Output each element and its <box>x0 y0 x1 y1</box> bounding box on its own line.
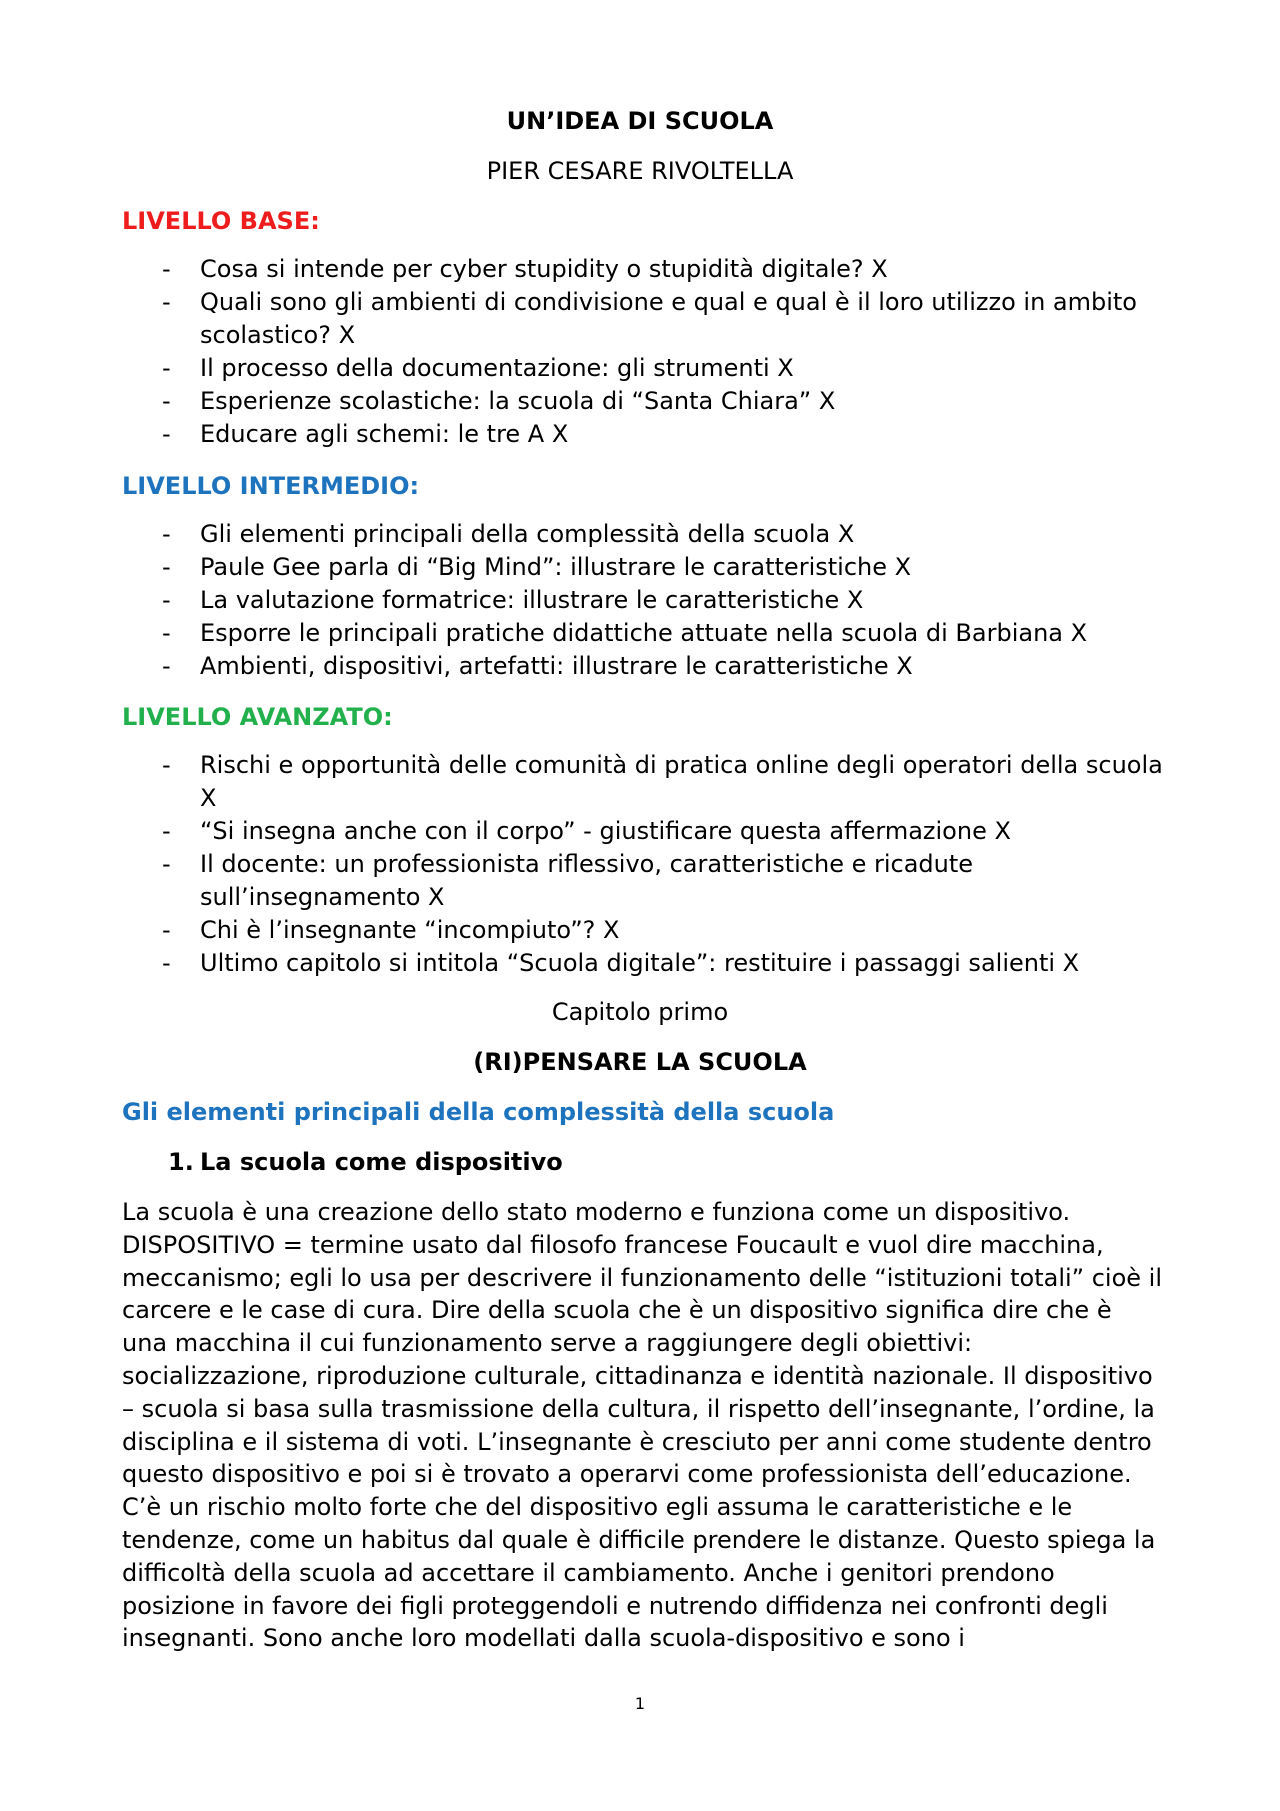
body-paragraph: La scuola è una creazione dello stato moderno e funziona come un dispositivo. DISPOSITIVO = termine usato dal filosofo francese Foucault e vuol dire macchina, meccanismo; egli lo usa per descrivere il funzionamento delle “istituzioni totali” cioè il carcere e le case di cura. Dire della scuola che è un dispositivo significa dire che è una macchina il cui funzionamento serve a raggiungere degli obiettivi: socializzazione, riproduzione culturale, cittadinanza e identità nazionale. Il dispositivo – scuola si basa sulla trasmissione della cultura, il rispetto dell’insegnante, l’ordine, la disciplina e il sistema di voti. L’insegnante è cresciuto per anni come studente dentro questo dispositivo e poi si è trovato a operarvi come professionista dell’educazione. C’è un rischio molto forte che del dispositivo egli assuma le caratteristiche e le tendenze, come un habitus dal quale è difficile prendere le distanze. Questo spiega la difficoltà della scuola ad accettare il cambiamento. Anche i genitori prendono posizione in favore dei figli proteggendoli e nutrendo diffidenza nei confronti degli insegnanti. Sono anche loro modellati dalla scuola-dispositivo e sono i <box>122 1198 1162 1653</box>
list-item-text: Il docente: un professionista riflessivo, caratteristiche e ricadute sull’insegnamento X <box>200 850 974 911</box>
list-item <box>122 418 1182 451</box>
level-intermedio-heading: LIVELLO INTERMEDIO: <box>122 472 420 500</box>
list-item <box>122 749 1182 815</box>
list-item <box>122 253 1182 286</box>
level-base-list <box>122 253 1182 451</box>
list-item-text: Esporre le principali pratiche didattiche attuate nella scuola di Barbiana X <box>200 619 1088 647</box>
list-item-text: “Si insegna anche con il corpo” - giustificare questa affermazione X <box>200 817 1011 845</box>
section-heading: Gli elementi principali della complessità della scuola <box>122 1098 835 1126</box>
list-item-text: La valutazione formatrice: illustrare le caratteristiche X <box>200 586 864 614</box>
list-item <box>122 352 1182 385</box>
list-item <box>122 584 1182 617</box>
list-item-text: Il processo della documentazione: gli strumenti X <box>200 354 794 382</box>
bullet-dash: - <box>162 354 171 382</box>
bullet-dash: - <box>162 288 171 316</box>
list-item <box>122 518 1182 551</box>
list-item-text: Ambienti, dispositivi, artefatti: illustrare le caratteristiche X <box>200 652 913 680</box>
page-number: 1 <box>634 1694 646 1713</box>
bullet-dash: - <box>162 255 171 283</box>
list-item <box>122 551 1182 584</box>
list-item <box>122 815 1182 848</box>
chapter-label: Capitolo primo <box>551 998 729 1026</box>
list-item-text: Chi è l’insegnante “incompiuto”? X <box>200 916 620 944</box>
list-item <box>122 650 1182 683</box>
bullet-dash: - <box>162 850 171 878</box>
list-item-text: Esperienze scolastiche: la scuola di “Santa Chiara” X <box>200 387 836 415</box>
list-item-text: Quali sono gli ambienti di condivisione e qual e qual è il loro utilizzo in ambito scolastico? X <box>200 288 1137 349</box>
bullet-dash: - <box>162 949 171 977</box>
level-base-heading: LIVELLO BASE: <box>122 207 320 235</box>
numbered-subheading <box>168 1147 563 1177</box>
level-intermedio-list <box>122 518 1182 683</box>
bullet-dash: - <box>162 916 171 944</box>
bullet-dash: - <box>162 586 171 614</box>
bullet-dash: - <box>162 619 171 647</box>
document-title: UN’IDEA DI SCUOLA <box>506 107 774 135</box>
bullet-dash: - <box>162 387 171 415</box>
list-item <box>122 848 1182 914</box>
subheading-number: 1. <box>168 1148 194 1176</box>
bullet-dash: - <box>162 817 171 845</box>
list-item-text: Gli elementi principali della complessità della scuola X <box>200 520 855 548</box>
list-item <box>122 947 1182 980</box>
bullet-dash: - <box>162 751 171 779</box>
bullet-dash: - <box>162 553 171 581</box>
level-avanzato-heading: LIVELLO AVANZATO: <box>122 703 393 731</box>
list-item <box>122 286 1182 352</box>
chapter-title: (RI)PENSARE LA SCUOLA <box>473 1048 807 1076</box>
list-item-text: Cosa si intende per cyber stupidity o stupidità digitale? X <box>200 255 888 283</box>
list-item <box>122 914 1182 947</box>
bullet-dash: - <box>162 520 171 548</box>
list-item <box>122 617 1182 650</box>
list-item-text: Ultimo capitolo si intitola “Scuola digitale”: restituire i passaggi salienti X <box>200 949 1080 977</box>
bullet-dash: - <box>162 420 171 448</box>
list-item-text: Paule Gee parla di “Big Mind”: illustrare le caratteristiche X <box>200 553 912 581</box>
list-item-text: Educare agli schemi: le tre A X <box>200 420 569 448</box>
bullet-dash: - <box>162 652 171 680</box>
list-item <box>122 385 1182 418</box>
document-author: PIER CESARE RIVOLTELLA <box>486 157 794 185</box>
list-item-text: Rischi e opportunità delle comunità di pratica online degli operatori della scuola X <box>200 751 1163 812</box>
subheading-text: La scuola come dispositivo <box>200 1148 563 1176</box>
level-avanzato-list <box>122 749 1182 980</box>
